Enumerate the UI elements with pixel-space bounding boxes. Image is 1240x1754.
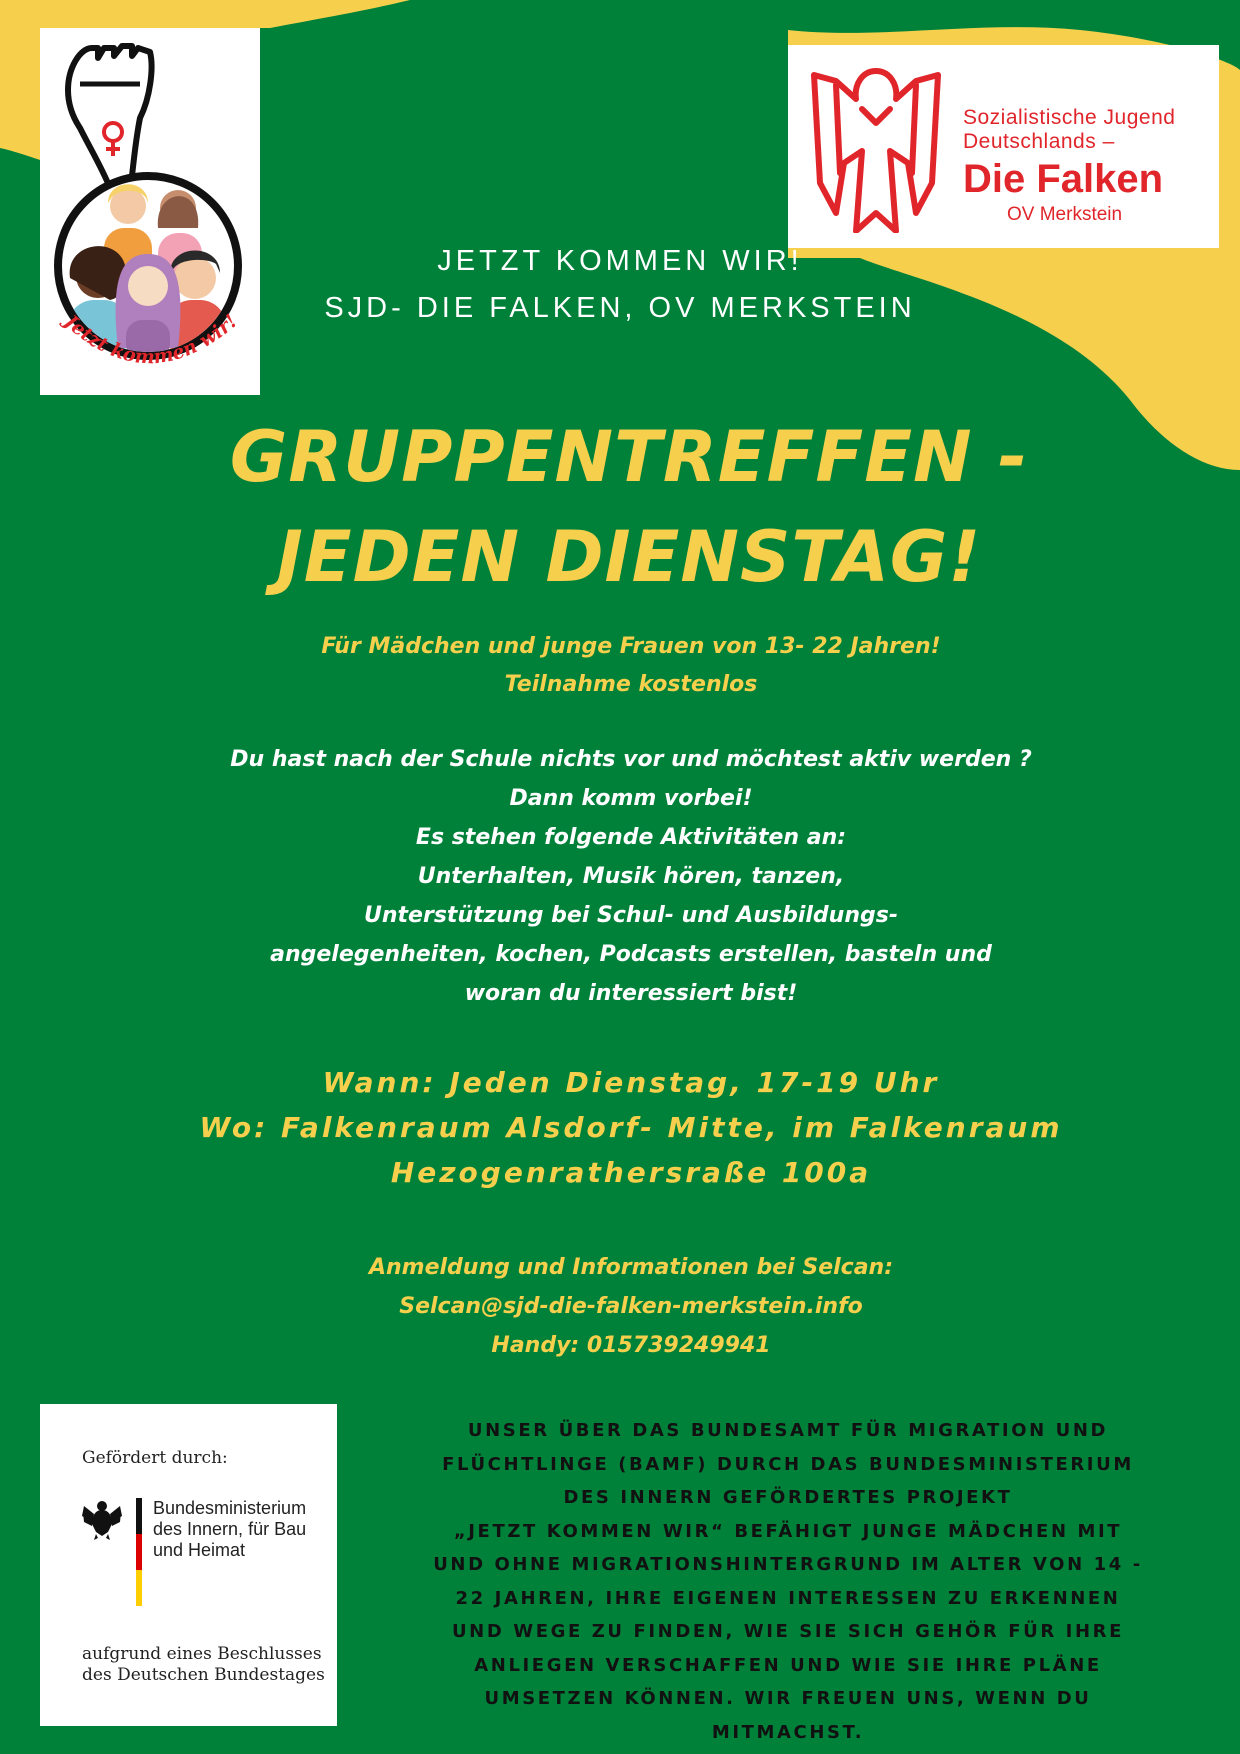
federal-eagle-icon [80,1496,124,1540]
contact-phone[interactable]: Handy: 015739249941 [491,1333,771,1358]
funding-intro: Gefördert durch: [82,1448,228,1468]
project-line: „JETZT KOMMEN WIR“ BEFÄHIGT JUNGE MÄDCHEN MIT [453,1520,1123,1542]
flag-stripe-gold [136,1570,142,1606]
target-group [0,628,1240,704]
falken-line2: Deutschlands – [963,130,1115,153]
contact-info [0,1248,1240,1365]
outro-line: aufgrund eines Beschlusses [82,1644,322,1664]
event-address: Hezogenrathersraße 100a [390,1156,872,1189]
project-line: 22 JAHREN, IHRE EIGENEN INTERESSEN ZU ERKENNEN [455,1587,1121,1609]
flag-stripe-black [136,1498,142,1534]
fist-icon [68,46,152,188]
project-description [398,1414,1178,1749]
headline-line2: JEDEN DIENSTAG! [276,516,982,598]
invitation-line: Unterstützung bei Schul- und Ausbildungs- [364,903,898,928]
ministry-line: des Innern, für Bau [153,1519,307,1539]
invitation-line: Du hast nach der Schule nichts vor und möchtest aktiv werden ? [230,747,1032,772]
invitation-text [0,740,1240,1013]
jetzt-kommen-wir-logo [40,28,260,395]
event-details [0,1060,1240,1195]
funding-ministry [153,1498,306,1561]
falken-name: Die Falken [963,157,1164,201]
funding-outro [82,1644,325,1686]
falken-subtitle: OV Merkstein [1007,204,1123,225]
project-line: UMSETZEN KÖNNEN. WIR FREUEN UNS, WENN DU [484,1688,1092,1709]
funding-logo [40,1404,337,1726]
falcon-emblem-icon [806,63,946,233]
target-line2: Teilnahme kostenlos [504,672,758,697]
header-line2: SJD- DIE FALKEN, OV MERKSTEIN [324,292,916,324]
ministry-line: Bundesministerium [153,1498,307,1518]
header-line1: JETZT KOMMEN WIR! [437,245,803,277]
headline [0,407,1240,607]
flag-stripe-red [136,1534,142,1570]
project-line: UNSER ÜBER DAS BUNDESAMT FÜR MIGRATION UND [467,1420,1109,1441]
slogan-text: Jetzt kommen wir! [60,310,242,369]
invitation-line: Unterhalten, Musik hören, tanzen, [417,864,845,889]
project-line: ANLIEGEN VERSCHAFFEN UND WIE SIE IHRE PLÄNE [474,1654,1102,1676]
poster-header [0,238,1240,332]
ministry-line: und Heimat [153,1540,246,1560]
project-line: MITMACHST. [711,1721,865,1743]
falken-wordmark [963,107,1175,224]
headline-line1: GRUPPENTREFFEN - [229,416,1029,498]
raised-fist-women-illustration [40,28,260,395]
contact-email[interactable]: Selcan@sjd-die-falken-merkstein.info [399,1294,863,1319]
project-line: DES INNERN GEFÖRDERTES PROJEKT [563,1487,1013,1508]
invitation-line: Es stehen folgende Aktivitäten an: [415,825,847,850]
project-line: UND WEGE ZU FINDEN, WIE SIE SICH GEHÖR FÜR IHRE [451,1621,1125,1642]
invitation-line: angelegenheiten, kochen, Podcasts erstellen, basteln und [270,942,992,967]
invitation-line: woran du interessiert bist! [464,981,798,1006]
outro-line: des Deutschen Bundestages [82,1665,325,1685]
contact-intro: Anmeldung und Informationen bei Selcan: [368,1255,894,1280]
event-when: Wann: Jeden Dienstag, 17-19 Uhr [322,1066,940,1099]
event-where: Wo: Falkenraum Alsdorf- Mitte, im Falkenraum [199,1111,1063,1144]
project-line: FLÜCHTLINGE (BAMF) DURCH DAS BUNDESMINISTERIUM [442,1453,1134,1475]
target-line1: Für Mädchen und junge Frauen von 13- 22 Jahren! [321,634,941,659]
falken-logo [788,45,1219,248]
invitation-line: Dann komm vorbei! [509,786,753,811]
falken-line1: Sozialistische Jugend [963,106,1176,129]
project-line: UND OHNE MIGRATIONSHINTERGRUND IM ALTER VON 14 - [433,1554,1143,1575]
